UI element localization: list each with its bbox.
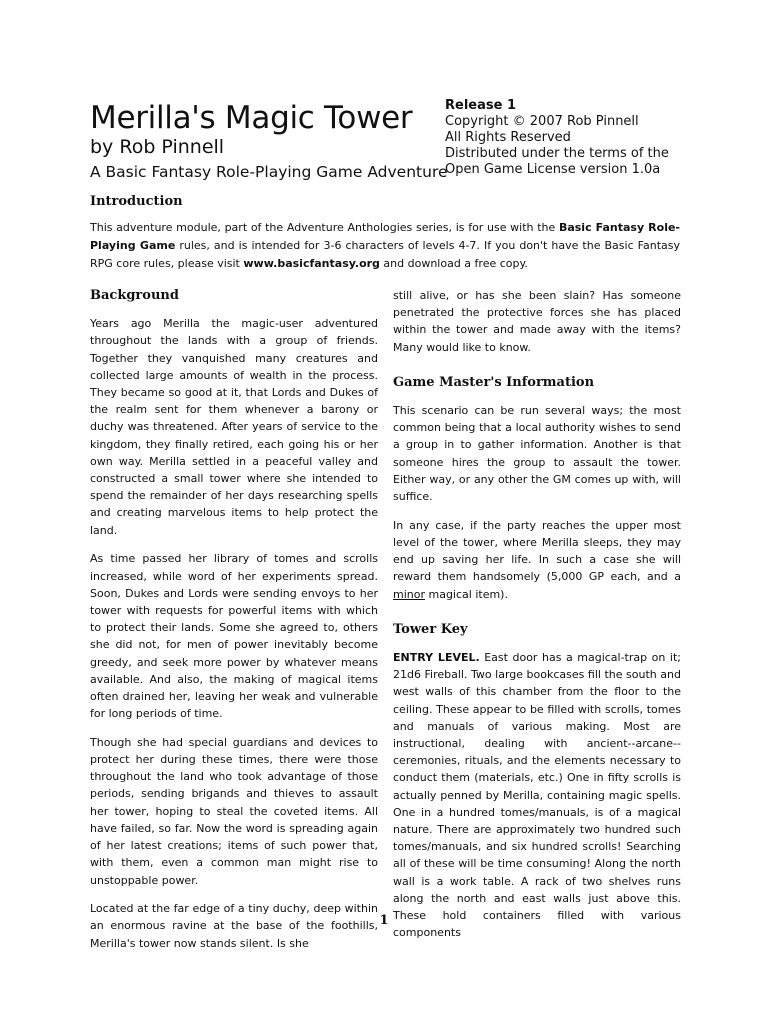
entry-level-label: ENTRY LEVEL. xyxy=(393,650,480,664)
license-line-2: Open Game License version 1.0a xyxy=(445,162,661,177)
gm-info-paragraph-2 xyxy=(393,517,681,603)
license-line-1: Distributed under the terms of the xyxy=(445,146,669,161)
rights-line: All Rights Reserved xyxy=(445,130,571,145)
background-paragraph-4-continued: still alive, or has she been slain? Has someone penetrated the protective forces she has placed within the tower and made away with the items? Many would like to know. xyxy=(393,289,681,354)
background-heading: Background xyxy=(90,288,179,303)
tower-key-entry-paragraph xyxy=(393,649,681,941)
copyright-line: Copyright © 2007 Rob Pinnell xyxy=(445,114,639,129)
release-label: Release 1 xyxy=(445,98,516,113)
background-paragraph-1: Years ago Merilla the magic-user adventured throughout the lands with a group of friends. Together they vanquished many creatures and collected large amounts of wealth in the process. They became so good at it, that Lords and Dukes of the realm sent for them whenever a barony or duchy was threatened. After years of service to the kingdom, they finally retired, each going his or her own way. Merilla settled in a peaceful valley and constructed a small tower where she intended to spend the remainder of her days researching spells and creating marvelous items to help protect the land. xyxy=(90,317,378,537)
gm-info-paragraph-1: This scenario can be run several ways; the most common being that a local authority wishes to send a group in to gather information. Another is that someone hires the group to assault the tower. Either way, or any other the GM comes up with, will suffice. xyxy=(393,404,681,504)
introduction-paragraph xyxy=(90,219,680,272)
left-column xyxy=(90,287,378,963)
introduction-heading: Introduction xyxy=(90,194,183,209)
gm-info-heading: Game Master's Information xyxy=(393,374,595,390)
intro-website-link[interactable]: www.basicfantasy.org xyxy=(243,256,380,270)
background-paragraph-2: As time passed her library of tomes and scrolls increased, while word of her experiments spread. Soon, Dukes and Lords were sending envoys to her tower with requests for powerful items with which to protect their lands. Some she agreed to, others she did not, for men of power inevitably become greedy, and seek more power by whatever means available. And also, the making of magical items often drained her, leaving her weak and vulnerable for long periods of time. xyxy=(90,552,378,721)
gm-info-minor-underlined: minor xyxy=(393,587,425,601)
release-block xyxy=(445,98,685,178)
gm-info-text-b: magical item). xyxy=(425,587,508,601)
page-number: 1 xyxy=(379,913,389,928)
intro-game-name: Basic Fantasy Role-Playing Game xyxy=(90,221,680,252)
tower-key-heading: Tower Key xyxy=(393,621,468,637)
intro-text-a: This adventure module, part of the Adventure Anthologies series, is for use with the xyxy=(90,221,559,234)
intro-text-c: and download a free copy. xyxy=(379,256,528,270)
entry-level-text: East door has a magical-trap on it; 21d6 Fireball. Two large bookcases fill the south and west walls of this chamber from the floor to the ceiling. These appear to be filled with scrolls, tomes and manuals of various making. Most are instructional, dealing with ancient--arcane--ceremonies, rituals, and the elements necessary to conduct them (materials, etc.) One in fifty scrolls is actually penned by Merilla, containing magic spells. One in a hundred tomes/manuals, is of a magical nature. There are approximately two hundred such tomes/manuals, and six hundred scrolls! Searching all of these will be time consuming! Along the north wall is a work table. A rack of two shelves runs along the north and east walls just above this. These hold containers filled with various components xyxy=(393,650,681,940)
document-title: Merilla's Magic Tower xyxy=(90,100,413,136)
document-author: by Rob Pinnell xyxy=(90,136,225,158)
background-paragraph-3: Though she had special guardians and devices to protect her during these times, there were those throughout the land who took advantage of those periods, sending brigands and thieves to assault her tower, hoping to steal the coveted items. All have failed, so far. Now the word is spreading again of her latest creations; items of such power that, with them, even a common man might rise to unstoppable power. xyxy=(90,735,378,887)
gm-info-text-a: In any case, if the party reaches the upper most level of the tower, where Merilla sleeps, they may end up saving her life. In such a case she will reward them handsomely (5,000 GP each, and a xyxy=(393,518,681,584)
intro-text-b: rules, and is intended for 3-6 characters of levels 4-7. If you don't have the Basic Fantasy RPG core rules, please visit xyxy=(90,238,680,270)
document-subtitle: A Basic Fantasy Role-Playing Game Adventure xyxy=(90,163,448,181)
background-paragraph-4: Located at the far edge of a tiny duchy, deep within an enormous ravine at the base of the foothills, Merilla's tower now stands silent. Is she xyxy=(90,902,378,950)
right-column xyxy=(393,287,681,953)
